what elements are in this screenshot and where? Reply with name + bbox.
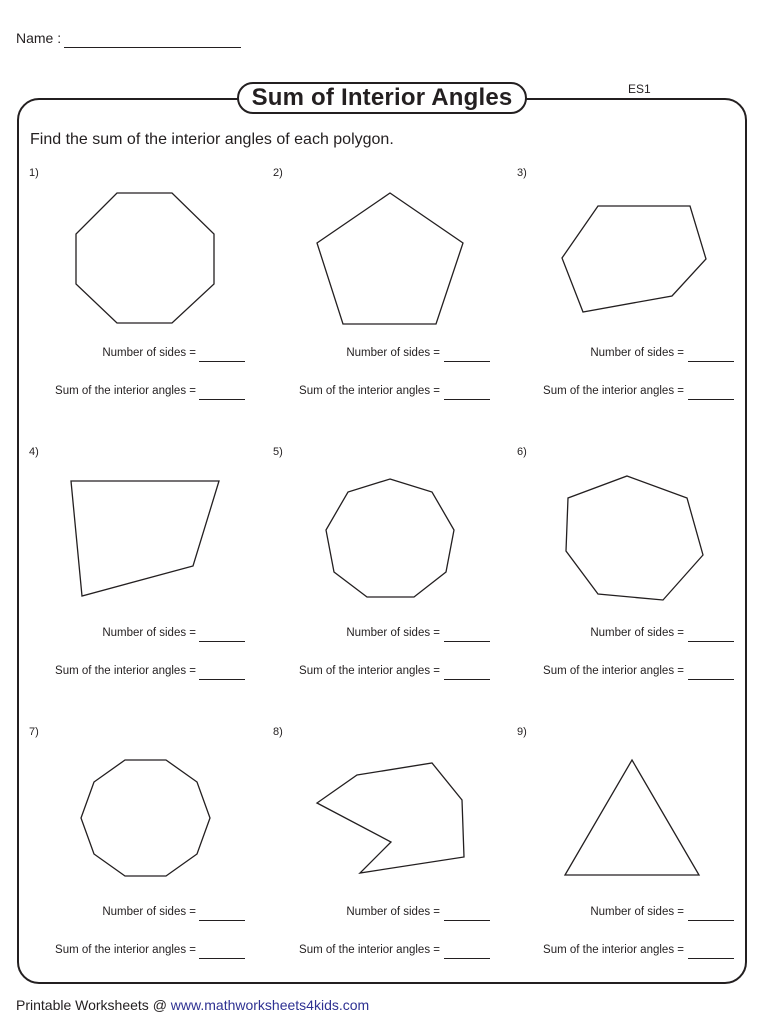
problem-7-sides-label: Number of sides = <box>102 906 196 918</box>
problem-7-angles-label: Sum of the interior angles = <box>55 944 196 956</box>
problem-2-number: 2) <box>273 167 283 179</box>
problem-9-angles-label: Sum of the interior angles = <box>543 944 684 956</box>
problem-8-angles-answer[interactable] <box>444 958 490 959</box>
problem-6-angles-label: Sum of the interior angles = <box>543 665 684 677</box>
problem-1-number: 1) <box>29 167 39 179</box>
problem-3-angles-label: Sum of the interior angles = <box>543 385 684 397</box>
problem-4-number: 4) <box>29 446 39 458</box>
problem-1-sides-label: Number of sides = <box>102 347 196 359</box>
problem-8-number: 8) <box>273 726 283 738</box>
problem-2-angles-label: Sum of the interior angles = <box>299 385 440 397</box>
problem-9-angles-answer[interactable] <box>688 958 734 959</box>
problem-3-sides-label: Number of sides = <box>590 347 684 359</box>
problem-8-sides-answer[interactable] <box>444 920 490 921</box>
problem-3-number: 3) <box>517 167 527 179</box>
problem-5-angles-label: Sum of the interior angles = <box>299 665 440 677</box>
problem-9-sides-label: Number of sides = <box>590 906 684 918</box>
footer-link[interactable]: www.mathworksheets4kids.com <box>170 997 370 1013</box>
problem-4-sides-label: Number of sides = <box>102 627 196 639</box>
problem-7-angles-answer[interactable] <box>199 958 245 959</box>
worksheet-title: Sum of Interior Angles <box>237 82 527 114</box>
name-label: Name : <box>16 30 62 46</box>
problem-5-sides-label: Number of sides = <box>346 627 440 639</box>
problem-5-number: 5) <box>273 446 283 458</box>
footer <box>16 997 369 1013</box>
problem-8-sides-label: Number of sides = <box>346 906 440 918</box>
problem-4-angles-label: Sum of the interior angles = <box>55 665 196 677</box>
problem-7-sides-answer[interactable] <box>199 920 245 921</box>
problem-9-number: 9) <box>517 726 527 738</box>
footer-prefix: Printable Worksheets @ <box>16 997 171 1013</box>
problem-6-sides-label: Number of sides = <box>590 627 684 639</box>
problem-9-sides-answer[interactable] <box>688 920 734 921</box>
problem-1-angles-label: Sum of the interior angles = <box>55 385 196 397</box>
worksheet-code: ES1 <box>628 82 651 96</box>
problem-2-sides-label: Number of sides = <box>346 347 440 359</box>
problem-8-angles-label: Sum of the interior angles = <box>299 944 440 956</box>
problem-7-number: 7) <box>29 726 39 738</box>
instructions: Find the sum of the interior angles of each polygon. <box>30 131 394 148</box>
problem-6-number: 6) <box>517 446 527 458</box>
